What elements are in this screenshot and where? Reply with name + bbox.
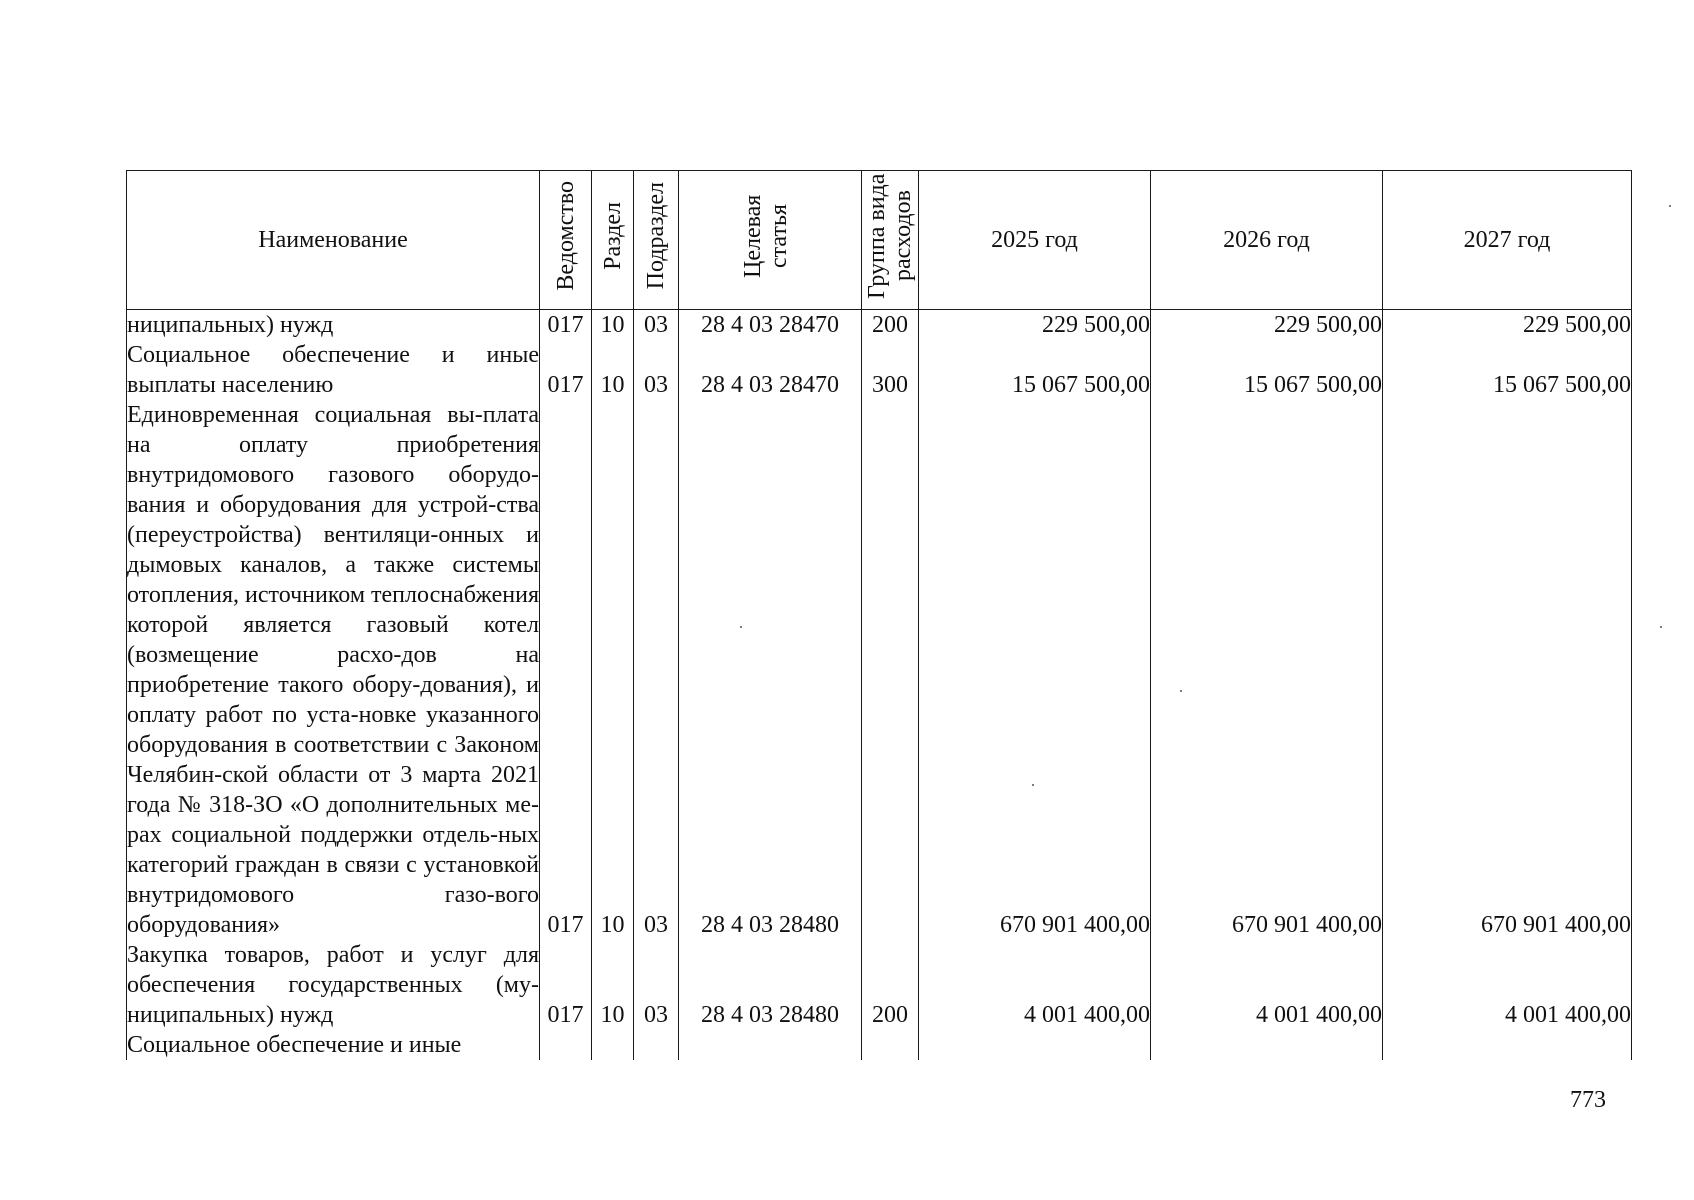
row-amount-2027: 4 001 400,00 [1383,940,1632,1030]
row-expense-group: 300 [862,340,919,400]
row-department: 017 [540,310,592,341]
header-year-2027-label: 2027 год [1463,227,1551,253]
budget-table [126,170,1632,1060]
header-subsection-label: Подраздел [643,182,669,290]
row-amount-2026: 15 067 500,00 [1151,340,1383,400]
row-amount-2027: 670 901 400,00 [1383,400,1632,940]
row-name [127,310,540,341]
row-expense-group [862,1030,919,1060]
table-row [127,1030,1632,1060]
header-expense-group [862,171,919,310]
scan-speck [1669,205,1671,207]
row-subsection: 03 [634,400,679,940]
page-number: 773 [1570,1087,1606,1113]
row-target-article: 28 4 03 28470 [679,340,862,400]
row-subsection: 03 [634,310,679,341]
row-name-text: ниципальных) нужд [127,312,334,338]
table-row [127,940,1632,1030]
row-amount-2025 [919,1030,1151,1060]
scan-speck [1660,626,1662,628]
row-target-article [679,1030,862,1060]
scan-speck [1180,690,1182,692]
row-amount-2026 [1151,1030,1383,1060]
row-expense-group: 200 [862,940,919,1030]
row-amount-2026: 229 500,00 [1151,310,1383,341]
row-amount-2026: 670 901 400,00 [1151,400,1383,940]
row-amount-2027 [1383,1030,1632,1060]
row-name-text: Закупка товаров, работ и услуг для обеспечения государственных (му-ниципальных) нужд [127,942,539,1028]
row-name-text: Единовременная социальная вы-плата на оплату приобретения внутридомового газового оборудо-вания и оборудования для устрой-ства (переустройства) вентиляци-онных и дымовых каналов, а также системы отопления, источником теплоснабжения которой является газовый котел (возмещение расхо-дов на приобретение такого обору-дования), и оплату работ по уста-новке указанного оборудования в соответствии с Законом Челябин-ской области от 3 марта 2021 года № 318-ЗО «О дополнительных ме-рах социальной поддержки отдель-ных категорий граждан в связи с установкой внутридомового газо-вого оборудования» [127,402,539,938]
table-row [127,340,1632,400]
header-year-2026-label: 2026 год [1223,227,1310,253]
row-department: 017 [540,340,592,400]
row-department [540,1030,592,1060]
header-section [592,171,634,310]
row-section: 10 [592,340,634,400]
header-year-2027 [1383,171,1632,310]
header-department [540,171,592,310]
row-name [127,1030,540,1060]
header-name-label: Наименование [258,227,408,253]
row-section: 10 [592,310,634,341]
header-year-2025 [919,171,1151,310]
header-department-label: Ведомство [552,181,579,291]
row-subsection: 03 [634,940,679,1030]
scan-speck [1032,784,1034,786]
table-header [127,171,1632,310]
row-subsection [634,1030,679,1060]
table-body [127,310,1632,1061]
table-row [127,310,1632,341]
row-name-text: Социальное обеспечение и иные выплаты населению [127,342,539,398]
row-section: 10 [592,400,634,940]
row-target-article: 28 4 03 28470 [679,310,862,341]
header-subsection [634,171,679,310]
header-name [127,171,540,310]
scan-speck [740,626,742,628]
header-expense-group-label: Группа вида расходов [864,173,916,299]
table-row [127,400,1632,940]
row-target-article: 28 4 03 28480 [679,940,862,1030]
row-amount-2027: 15 067 500,00 [1383,340,1632,400]
row-section: 10 [592,940,634,1030]
header-year-2026 [1151,171,1383,310]
row-amount-2025: 670 901 400,00 [919,400,1151,940]
row-amount-2027: 229 500,00 [1383,310,1632,341]
row-name [127,400,540,940]
row-amount-2026: 4 001 400,00 [1151,940,1383,1030]
row-name-text: Социальное обеспечение и иные [127,1032,462,1058]
header-section-label: Раздел [599,202,626,270]
row-expense-group [862,400,919,940]
row-name [127,340,540,400]
header-target-article-label: Целевая статья [740,194,792,278]
row-department: 017 [540,400,592,940]
table-header-row [127,171,1632,310]
row-amount-2025: 15 067 500,00 [919,340,1151,400]
header-year-2025-label: 2025 год [991,227,1078,253]
row-department: 017 [540,940,592,1030]
row-target-article: 28 4 03 28480 [679,400,862,940]
row-name [127,940,540,1030]
row-subsection: 03 [634,340,679,400]
row-section [592,1030,634,1060]
row-expense-group: 200 [862,310,919,341]
header-target-article [679,171,862,310]
row-amount-2025: 4 001 400,00 [919,940,1151,1030]
row-amount-2025: 229 500,00 [919,310,1151,341]
